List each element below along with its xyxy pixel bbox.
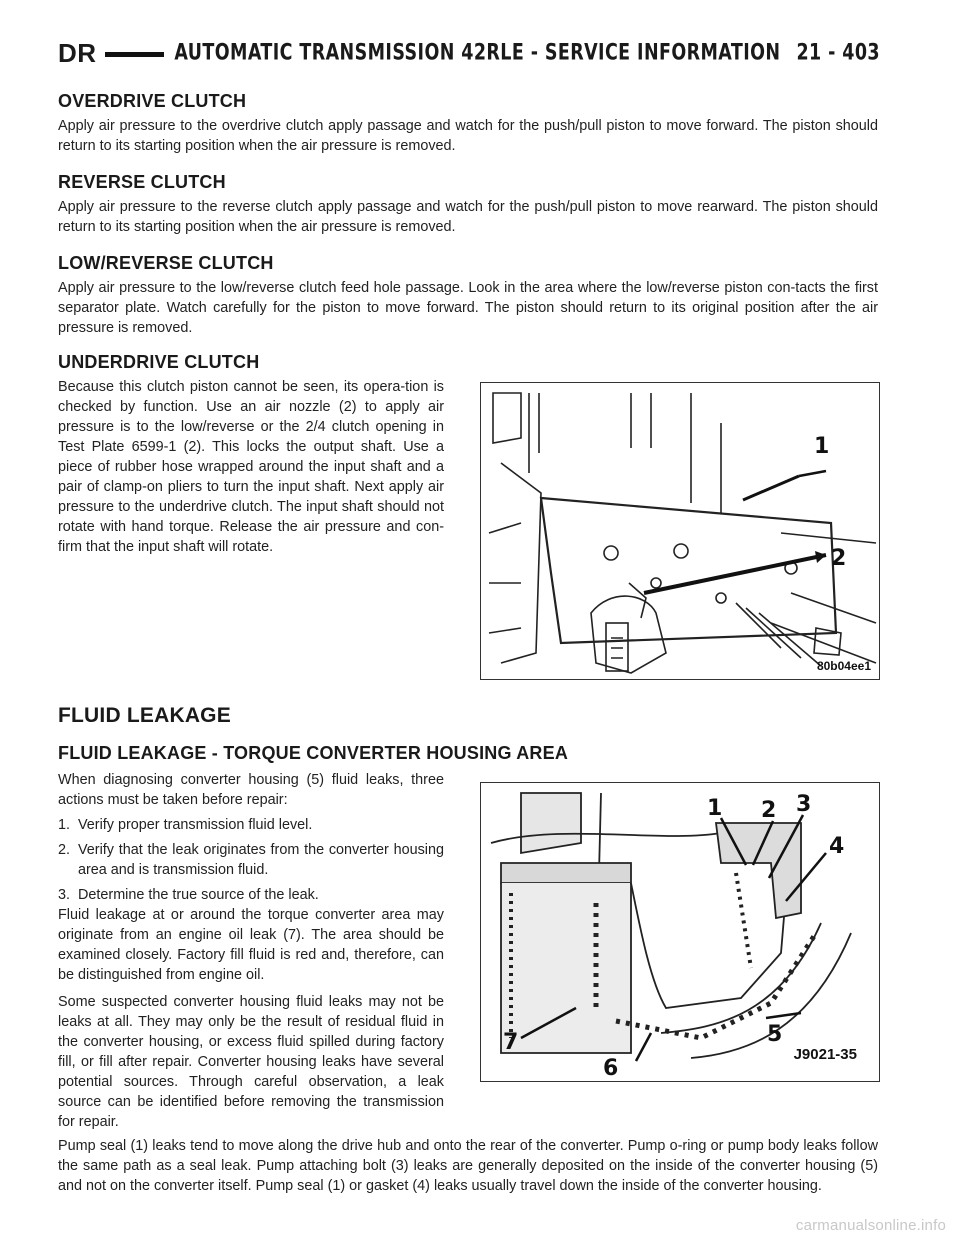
underdrive-illustration xyxy=(481,383,879,679)
figure2-callout-6: 6 xyxy=(603,1056,619,1081)
figure2-callout-1: 1 xyxy=(707,796,723,821)
underdrive-figure xyxy=(480,382,880,680)
underdrive-heading: UNDERDRIVE CLUTCH xyxy=(58,352,260,372)
converter-housing-figure xyxy=(480,782,880,1082)
header-rule xyxy=(105,52,165,57)
reverse-heading: REVERSE CLUTCH xyxy=(58,172,226,192)
list-item: 1. Verify proper transmission fluid level. xyxy=(58,817,313,833)
fluid-leakage-para1: Fluid leakage at or around the torque converter area may originate from an engine oil leak (7). The area should be examined closely. Factory fill fluid is red and, therefore, can be distinguished from engine oil. xyxy=(58,907,444,983)
overdrive-text: Apply air pressure to the overdrive clutch apply passage and watch for the push/pull piston to move forward. The piston should return to its starting position when the air pressure is removed. xyxy=(58,118,878,154)
fluid-leakage-steps xyxy=(58,815,444,905)
list-item: 2. Verify that the leak originates from the converter housing area and is transmission fluid. xyxy=(58,842,444,878)
figure2-callout-2: 2 xyxy=(761,798,777,823)
overdrive-heading: OVERDRIVE CLUTCH xyxy=(58,91,247,111)
section-code: DR xyxy=(58,38,97,68)
watermark: carmanualsonline.info xyxy=(795,1217,946,1234)
page-header xyxy=(58,38,880,68)
figure1-code: 80b04ee1 xyxy=(816,659,871,673)
figure2-callout-4: 4 xyxy=(829,834,845,859)
fluid-leakage-para2: Some suspected converter housing fluid leaks may not be leaks at all. They may only be the result of residual fluid in the converter housing, or excess fluid spilled during factory fill, or fill after repair. Converter housing leaks have several potential sources. Through careful observation, a leak source can be identified before removing the transmission for repair. xyxy=(58,994,444,1130)
figure1-callout-2: 2 xyxy=(831,546,847,571)
list-item: 3. Determine the true source of the leak. xyxy=(58,887,319,903)
fluid-leakage-para3: Pump seal (1) leaks tend to move along the drive hub and onto the rear of the converter. Pump o-ring or pump body leaks follow the same path as a seal leak. Pump attaching bolt (3) leaks are generally deposited on the inside of the converter housing (5) and not on the converter itself. Pump seal (1) or gasket (4) leaks usually travel down the inside of the converter housing. xyxy=(58,1138,878,1194)
underdrive-text: Because this clutch piston cannot be seen, its opera-tion is checked by function. Use an air nozzle (2) to apply air pressure is to the low/reverse or the 2/4 clutch opening in Test Plate 6599-1 (2). This locks the output shaft. Use a piece of rubber hose wrapped around the input shaft and a pair of clamp-on pliers to turn the input shaft. Next apply air pressure to the underdrive clutch. The input shaft should not rotate with hand torque. Release the air pressure and con-firm that the input shaft will rotate. xyxy=(58,379,444,555)
low-reverse-heading: LOW/REVERSE CLUTCH xyxy=(58,253,274,273)
fluid-leakage-intro: When diagnosing converter housing (5) fluid leaks, three actions must be taken before repair: xyxy=(58,772,444,808)
figure2-callout-7: 7 xyxy=(503,1030,519,1055)
fluid-leakage-heading: FLUID LEAKAGE xyxy=(58,704,231,727)
figure2-code: J9021-35 xyxy=(793,1046,857,1063)
reverse-text: Apply air pressure to the reverse clutch apply passage and watch for the push/pull piston to move rearward. The piston should return to its starting position when the air pressure is removed. xyxy=(58,199,878,235)
page-number: 21 - 403 xyxy=(796,40,880,66)
figure2-callout-3: 3 xyxy=(796,792,812,817)
chapter-title: AUTOMATIC TRANSMISSION 42RLE - SERVICE INFORMATION xyxy=(174,40,781,66)
fluid-leakage-subheading: FLUID LEAKAGE - TORQUE CONVERTER HOUSING AREA xyxy=(58,743,569,763)
low-reverse-text: Apply air pressure to the low/reverse clutch feed hole passage. Look in the area where the low/reverse piston con-tacts the first separator plate. Watch carefully for the piston to move forward. The piston should return to its original position after the air pressure is removed. xyxy=(58,280,878,336)
converter-housing-illustration xyxy=(481,783,879,1081)
figure1-callout-1: 1 xyxy=(814,434,830,459)
figure2-callout-5: 5 xyxy=(767,1022,783,1047)
